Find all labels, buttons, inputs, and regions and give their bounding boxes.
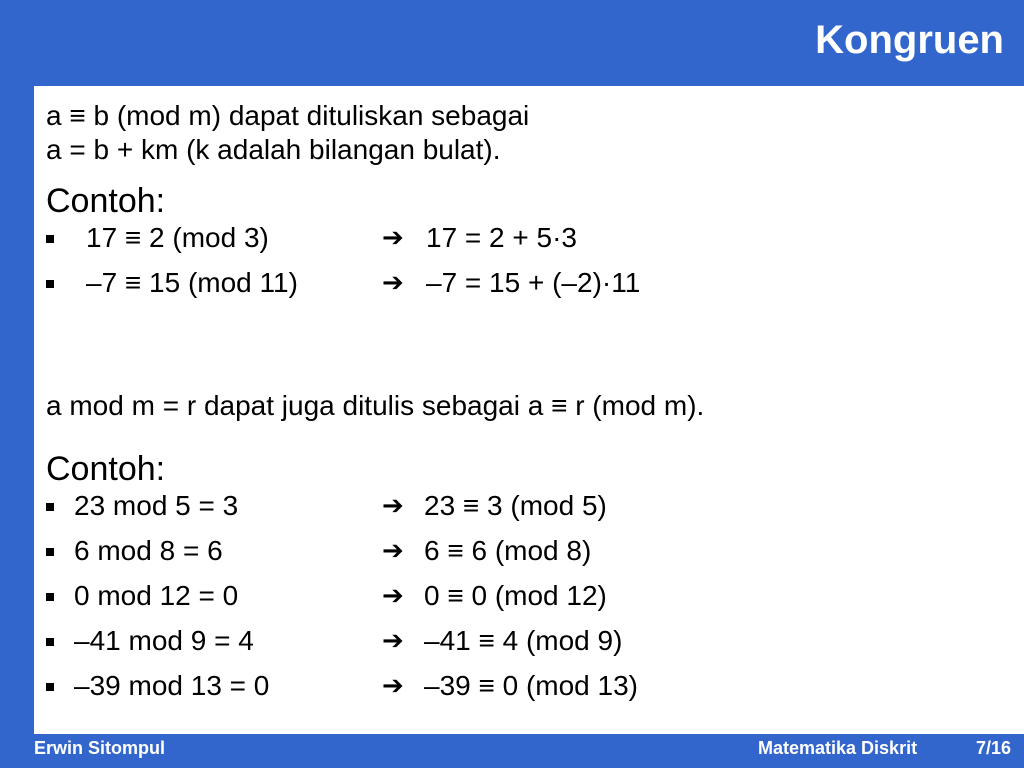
definition-line-2: a = b + km (k adalah bilangan bulat).: [46, 134, 501, 165]
bullet-icon: [46, 503, 54, 511]
arrow-right-icon: ➔: [382, 536, 404, 566]
bullet-icon: [46, 593, 54, 601]
bullet-icon: [46, 683, 54, 691]
bullet-icon: [46, 235, 54, 243]
example-right: 0 ≡ 0 (mod 12): [424, 580, 607, 611]
footer-page-number: 7/16: [976, 738, 1012, 758]
example-left: –39 mod 13 = 0: [74, 670, 270, 701]
slide-title: Kongruen: [815, 18, 1004, 62]
example-left: –7 ≡ 15 (mod 11): [86, 267, 298, 298]
bullet-icon: [46, 548, 54, 556]
contoh-heading-2: Contoh:: [46, 450, 166, 488]
arrow-right-icon: ➔: [382, 223, 404, 253]
example-left: 23 mod 5 = 3: [74, 490, 239, 521]
example-right: –41 ≡ 4 (mod 9): [424, 625, 623, 656]
slide-content: [34, 86, 1024, 734]
arrow-right-icon: ➔: [382, 671, 404, 701]
arrow-right-icon: ➔: [382, 626, 404, 656]
bullet-icon: [46, 280, 54, 288]
bullet-icon: [46, 638, 54, 646]
definition-line-1: a ≡ b (mod m) dapat dituliskan sebagai: [46, 100, 530, 131]
example-right: 6 ≡ 6 (mod 8): [424, 535, 592, 566]
footer-course: Matematika Diskrit: [758, 738, 918, 758]
example-left: 6 mod 8 = 6: [74, 535, 223, 566]
example-left: 17 ≡ 2 (mod 3): [86, 222, 269, 253]
contoh-heading-1: Contoh:: [46, 182, 166, 220]
arrow-right-icon: ➔: [382, 491, 404, 521]
definition-mod: a mod m = r dapat juga ditulis sebagai a ≡ r (mod m).: [46, 390, 705, 421]
arrow-right-icon: ➔: [382, 268, 404, 298]
footer-author: Erwin Sitompul: [34, 738, 166, 758]
example-left: 0 mod 12 = 0: [74, 580, 239, 611]
example-right: –7 = 15 + (–2)·11: [426, 267, 641, 298]
example-right: –39 ≡ 0 (mod 13): [424, 670, 639, 701]
example-right: 17 = 2 + 5·3: [426, 222, 578, 253]
example-left: –41 mod 9 = 4: [74, 625, 254, 656]
arrow-right-icon: ➔: [382, 581, 404, 611]
example-right: 23 ≡ 3 (mod 5): [424, 490, 607, 521]
